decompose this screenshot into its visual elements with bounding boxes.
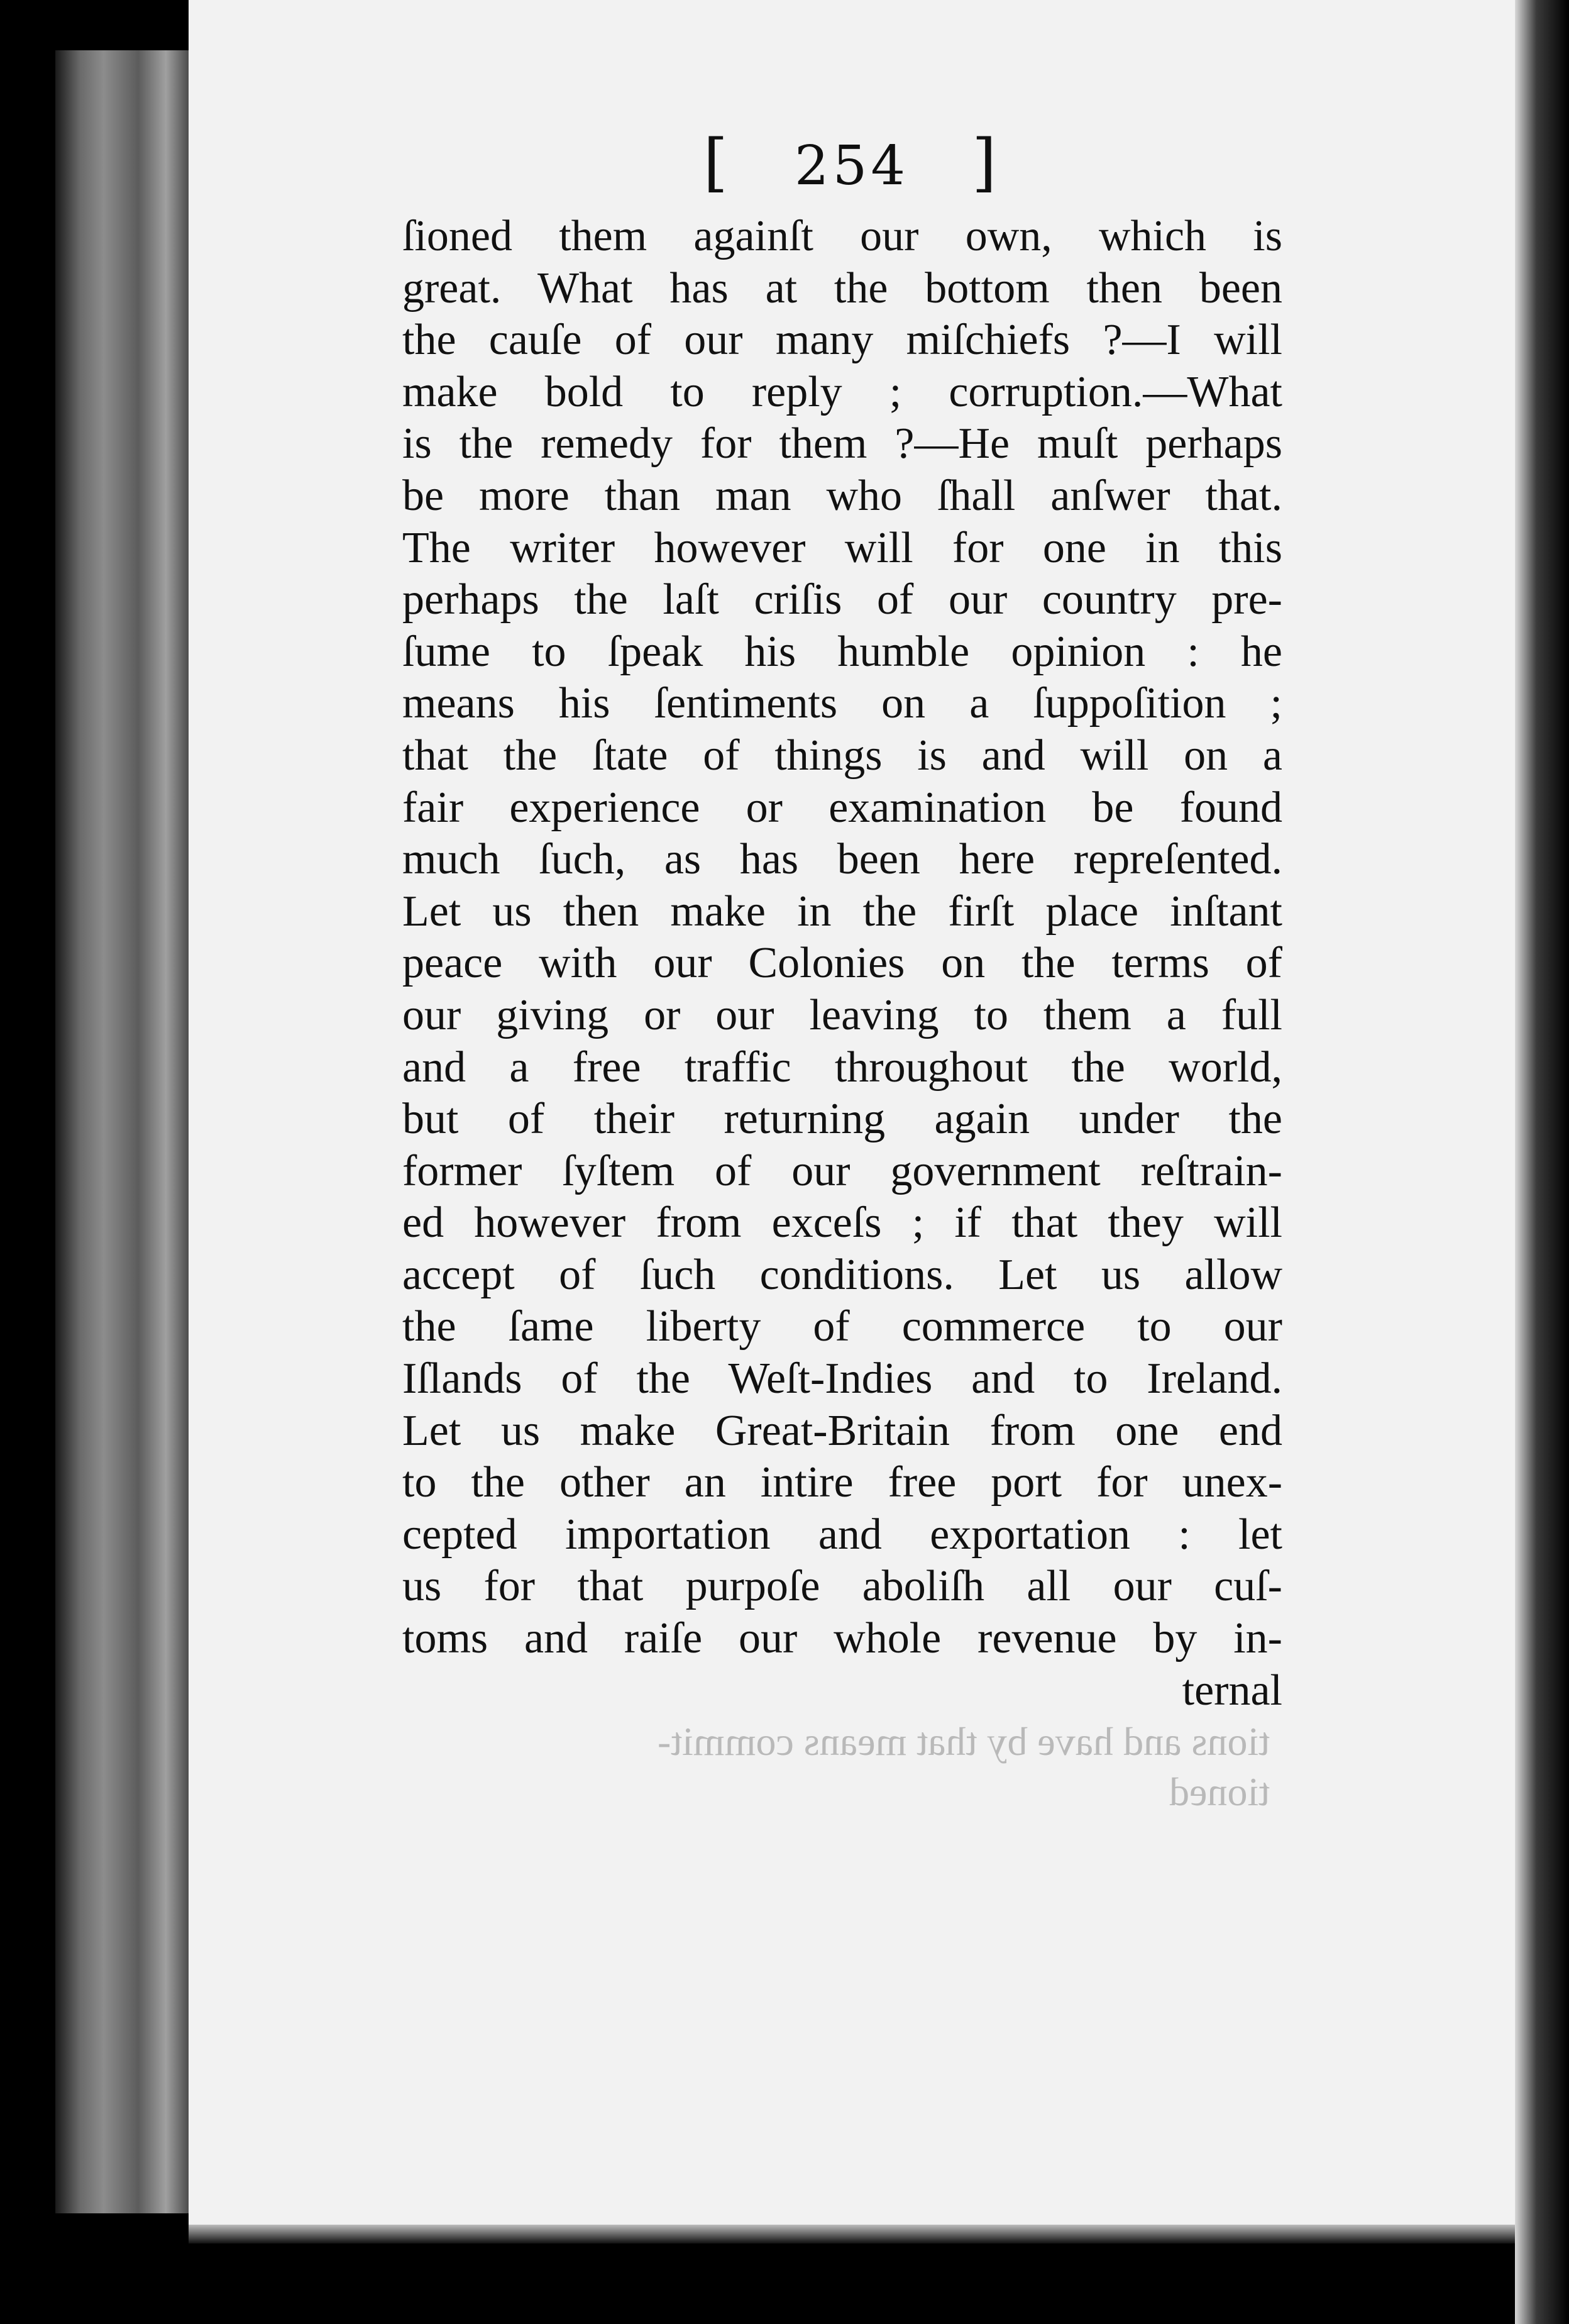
text-line: our giving or our leaving to them a full [402, 990, 1282, 1039]
show-through-line: tions and have by that means commit- [658, 1719, 1270, 1764]
text-line: fair experience or examination be found [402, 783, 1282, 832]
text-line: be more than man who ſhall anſwer that. [402, 471, 1282, 520]
page-bottom-edge [189, 2225, 1515, 2244]
catchword: ternal [1182, 1666, 1282, 1715]
text-line: great. What has at the bottom then been [402, 263, 1282, 313]
text-line: make bold to reply ; corruption.—What [402, 367, 1282, 416]
show-through-line: tioned [1169, 1769, 1270, 1814]
text-line: us for that purpoſe aboliſh all our cuſ- [402, 1562, 1282, 1611]
show-through-text [377, 1717, 1270, 1817]
text-line: and a free traffic throughout the world, [402, 1043, 1282, 1092]
page-number-header [189, 126, 1515, 199]
text-line: the cauſe of our many miſchiefs ?—I will [402, 316, 1282, 365]
text-line: former ſyſtem of our government reſtrain- [402, 1146, 1282, 1195]
text-line: the ſame liberty of commerce to our [402, 1302, 1282, 1351]
binding-edge [55, 50, 194, 2213]
page-right-shadow [1515, 0, 1569, 2324]
text-line: Iſlands of the Weſt-Indies and to Ireland. [402, 1354, 1282, 1403]
page-number: 254 [794, 135, 910, 197]
text-line: toms and raiſe our whole revenue by in- [402, 1614, 1282, 1663]
body-text [402, 211, 1282, 1717]
text-line: Let us make Great-Britain from one end [402, 1406, 1282, 1455]
text-line: ſioned them againſt our own, which is [402, 212, 1282, 260]
text-line: accept of ſuch conditions. Let us allow [402, 1250, 1282, 1299]
text-line: that the ſtate of things is and will on a [402, 731, 1282, 780]
text-line: cepted importation and exportation : let [402, 1510, 1282, 1559]
text-line: ſume to ſpeak his humble opinion : he [402, 627, 1282, 676]
text-line: The writer however will for one in this [402, 523, 1282, 572]
close-bracket: ] [972, 126, 1001, 199]
open-bracket: [ [703, 126, 732, 199]
text-line: means his ſentiments on a ſuppoſition ; [402, 679, 1282, 728]
text-line: ed however from exceſs ; if that they will [402, 1198, 1282, 1248]
text-line: is the remedy for them ?—He muſt perhaps [402, 419, 1282, 468]
text-line: peace with our Colonies on the terms of [402, 939, 1282, 988]
text-line: but of their returning again under the [402, 1095, 1282, 1144]
text-line: much ſuch, as has been here repreſented. [402, 835, 1282, 884]
text-line: perhaps the laſt criſis of our country pre- [402, 575, 1282, 624]
text-line: to the other an intire free port for unex- [402, 1458, 1282, 1507]
text-line: Let us then make in the firſt place inſtant [402, 887, 1282, 936]
